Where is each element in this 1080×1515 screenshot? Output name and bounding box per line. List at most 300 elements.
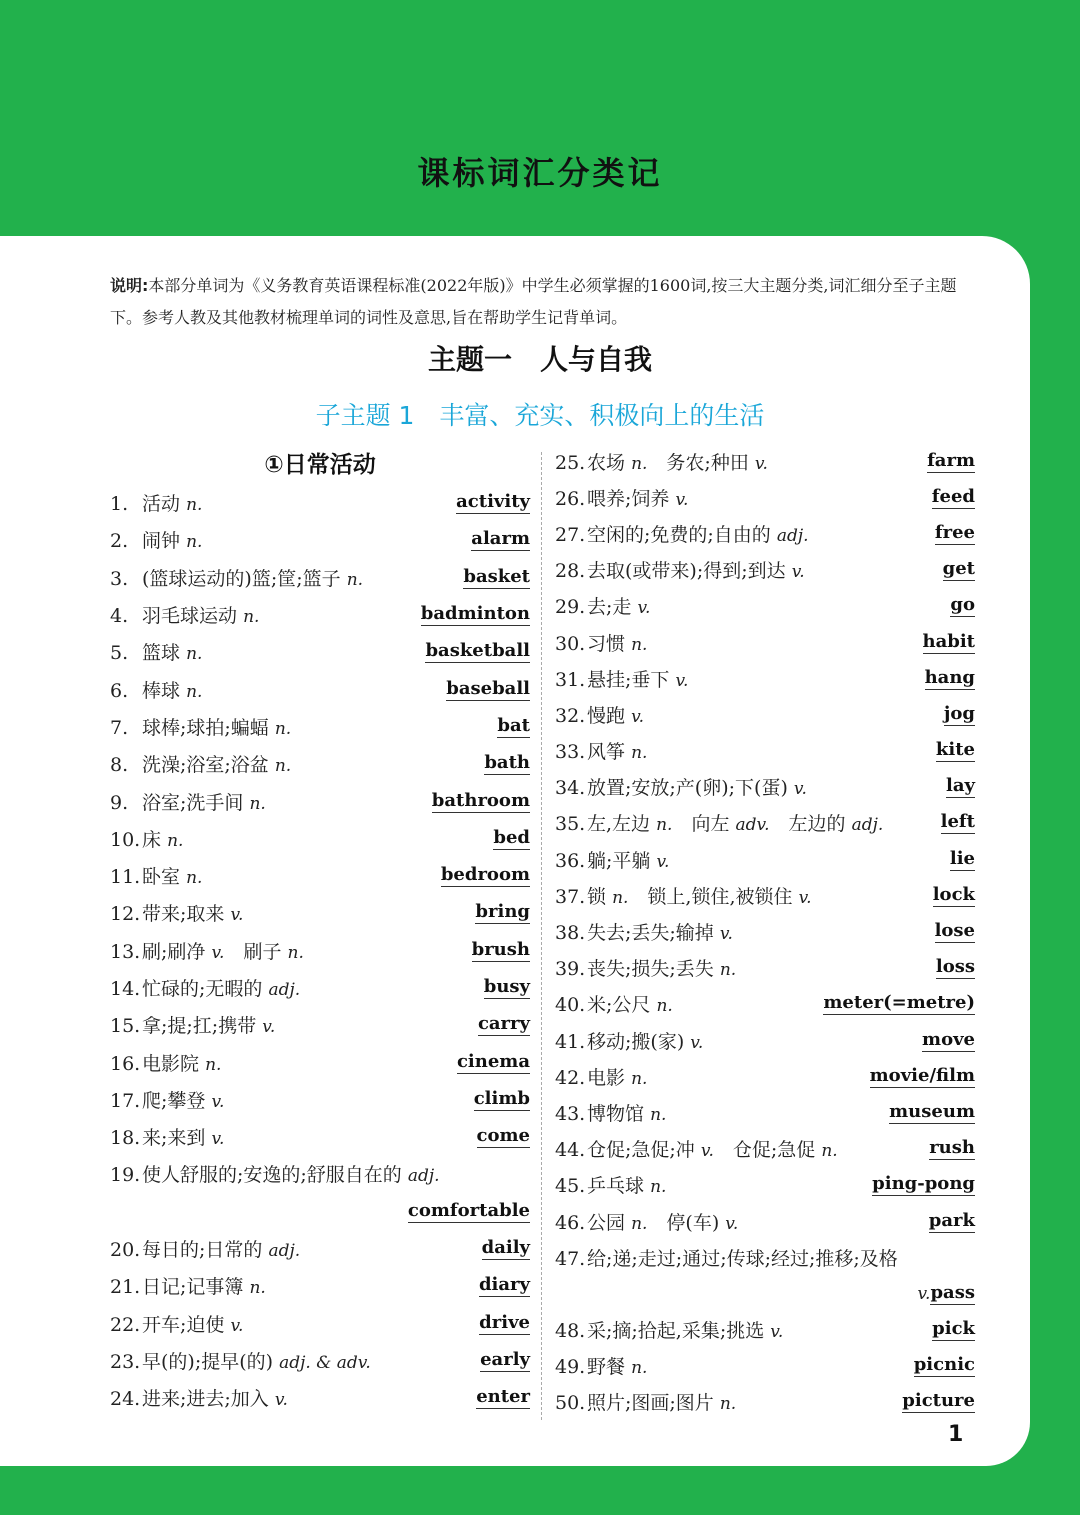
entry-meaning <box>110 526 202 553</box>
entry-chinese: 棒球 <box>142 679 181 702</box>
entry-word: park <box>928 1209 975 1231</box>
entry-meaning <box>555 954 736 981</box>
entry-word: go <box>950 594 975 616</box>
entry-part-of-speech: adj. <box>268 1241 301 1262</box>
entry-word: climb <box>473 1087 530 1109</box>
entry-word: loss <box>935 956 975 978</box>
entry-number: 23. <box>110 1350 141 1373</box>
entry-word: movie/film <box>869 1064 975 1086</box>
entry-number: 14. <box>110 978 141 1000</box>
entry-part-of-speech: n. <box>612 887 629 908</box>
entry-part-of-speech: n. <box>186 495 203 516</box>
entry-word: comfortable <box>407 1199 530 1221</box>
entry-number: 50. <box>555 1392 586 1415</box>
entry-part-of-speech: v. <box>917 1284 931 1305</box>
entry-part-of-speech: n. <box>631 1213 648 1234</box>
vocab-entry <box>555 1275 975 1311</box>
entry-part-of-speech: v. <box>719 924 733 945</box>
vocab-entry <box>555 950 975 986</box>
entry-word: badminton <box>420 603 530 625</box>
entry-meaning <box>555 1352 647 1379</box>
vocab-entry <box>555 877 975 913</box>
entry-word: early <box>480 1348 530 1370</box>
entry-meaning <box>110 1086 224 1113</box>
entry-chinese: 进来;进去;加入 <box>142 1388 269 1411</box>
vocab-entry <box>555 1094 975 1130</box>
entry-chinese: 忙碌的;无暇的 <box>142 978 263 1000</box>
entry-chinese: 给;递;走过;通过;传球;经过;推移;及格 <box>587 1247 898 1270</box>
entry-number: 3. <box>110 567 129 590</box>
entry-meaning <box>555 1135 838 1162</box>
entry-part-of-speech: adj. <box>851 815 884 836</box>
entry-chinese: 锁 <box>587 885 607 908</box>
entry-number: 10. <box>110 828 141 851</box>
entry-part-of-speech: v. <box>675 670 689 691</box>
entry-part-of-speech: n. <box>821 1141 838 1162</box>
entry-part-of-speech: n. <box>249 1278 266 1299</box>
entry-part-of-speech: n. <box>650 1177 667 1198</box>
entry-number: 43. <box>555 1102 586 1125</box>
entry-meaning <box>555 629 647 656</box>
entry-chinese: 丧失;损失;丢失 <box>587 958 714 981</box>
entry-meaning <box>110 638 202 665</box>
entry-word: picture <box>902 1390 975 1412</box>
entry-meaning <box>110 1160 440 1187</box>
entry-meaning <box>110 1347 371 1374</box>
vocab-entry <box>110 745 530 782</box>
vocab-entry <box>110 894 530 931</box>
entry-number: 26. <box>555 487 586 510</box>
entry-part-of-speech: n. <box>205 1054 222 1075</box>
entry-part-of-speech: n. <box>719 1394 737 1415</box>
vocab-entry <box>555 443 975 479</box>
entry-chinese: 采;摘;拾起,采集;挑选 <box>587 1320 765 1343</box>
entry-word: bath <box>484 752 530 774</box>
entry-meaning <box>555 665 688 692</box>
vocab-entry <box>555 1022 975 1058</box>
vocab-entry <box>110 932 530 969</box>
entry-part-of-speech: v. <box>793 779 807 800</box>
entry-number: 20. <box>110 1239 141 1262</box>
entry-meaning <box>555 556 805 583</box>
intro-paragraph <box>110 270 980 334</box>
vocab-entry <box>555 1203 975 1239</box>
entry-meaning <box>555 773 807 800</box>
entry-word: busy <box>483 976 530 997</box>
vocab-entry <box>110 1081 530 1118</box>
entry-chinese: 米;公尺 <box>587 994 651 1017</box>
entry-number: 40. <box>555 994 586 1017</box>
entry-meaning <box>110 974 300 1001</box>
entry-word: lock <box>932 883 975 905</box>
entry-part-of-speech: v. <box>230 905 244 926</box>
vocab-entry <box>555 588 975 624</box>
entry-number: 27. <box>555 523 586 546</box>
entry-word: kite <box>935 739 975 761</box>
entry-part-of-speech: n. <box>167 830 184 851</box>
entry-word: move <box>922 1028 975 1050</box>
entry-word: habit <box>922 630 975 652</box>
entry-word: diary <box>478 1274 530 1296</box>
entry-part-of-speech: v. <box>211 1091 225 1112</box>
entry-chinese: 来;来到 <box>142 1127 206 1150</box>
entry-part-of-speech: n. <box>656 996 673 1017</box>
entry-chinese: 锁上,锁住,被锁住 <box>647 885 793 908</box>
entry-meaning <box>555 1208 738 1235</box>
entry-number: 1. <box>110 493 129 516</box>
entry-word: rush <box>929 1137 975 1159</box>
entry-part-of-speech: n. <box>719 960 737 981</box>
entry-meaning <box>879 1282 930 1304</box>
entry-chinese: (篮球运动的)篮;筐;篮子 <box>142 567 341 590</box>
entry-word: picnic <box>913 1354 975 1376</box>
entry-chinese: 带来;取来 <box>142 903 225 926</box>
entry-chinese: 慢跑 <box>587 704 626 727</box>
entry-part-of-speech: v. <box>656 851 670 872</box>
entry-chinese: 去;走 <box>587 596 632 619</box>
entry-meaning <box>555 1063 647 1090</box>
entry-number: 15. <box>110 1015 141 1038</box>
entry-word: meter(=metre) <box>823 992 975 1014</box>
entry-chinese: 浴室;洗手间 <box>142 791 244 814</box>
entry-word: ping-pong <box>872 1173 975 1195</box>
vocab-entry <box>555 552 975 588</box>
entry-part-of-speech: n. <box>186 532 203 553</box>
entry-meaning <box>555 846 669 873</box>
entry-part-of-speech: n. <box>631 453 648 474</box>
entry-word: jog <box>943 702 975 724</box>
entry-chinese: 公园 <box>587 1211 626 1234</box>
entry-part-of-speech: v. <box>230 1315 244 1336</box>
entry-part-of-speech: v. <box>798 887 812 908</box>
entry-part-of-speech: adv. <box>735 815 770 836</box>
vocab-entry <box>555 515 975 551</box>
entry-word: daily <box>481 1237 530 1259</box>
entry-meaning <box>555 484 688 511</box>
entry-word: feed <box>931 485 975 507</box>
entry-word: activity <box>456 491 530 513</box>
entry-number: 29. <box>555 596 586 619</box>
entry-meaning <box>555 1388 736 1415</box>
vocab-entry <box>555 624 975 660</box>
vocab-entry <box>110 1379 530 1416</box>
vocab-entry <box>110 708 530 745</box>
entry-number: 17. <box>110 1089 141 1112</box>
vocab-entry <box>555 696 975 732</box>
entry-meaning <box>110 899 243 926</box>
entry-meaning <box>555 918 733 945</box>
entry-number: 30. <box>555 632 586 655</box>
entry-chinese: 喂养;饲养 <box>587 487 670 510</box>
entry-word: pick <box>932 1318 975 1340</box>
entry-number: 35. <box>555 813 586 836</box>
entry-meaning <box>110 937 304 964</box>
entry-meaning <box>110 862 202 889</box>
entry-part-of-speech: n. <box>287 942 304 963</box>
entry-word: brush <box>471 938 530 960</box>
intro-text: 本部分单词为《义务教育英语课程标准(2022年版)》中学生必须掌握的1600词,按三大主题分类,词汇细分至子主题下。参考人教及其他教材梳理单词的词性及意思,旨在帮助学生记背单词。 <box>110 276 957 327</box>
vocab-entry <box>555 1384 975 1420</box>
entry-number: 4. <box>110 605 129 628</box>
entry-part-of-speech: v. <box>637 598 651 619</box>
entry-chinese: 卧室 <box>142 866 181 889</box>
vocab-entry <box>110 1043 530 1080</box>
vocab-entry <box>555 660 975 696</box>
entry-part-of-speech: n. <box>274 718 292 739</box>
subtheme-title: 子主题 1 丰富、充实、积极向上的生活 <box>315 401 765 430</box>
entry-meaning <box>110 564 363 591</box>
entry-part-of-speech: v. <box>262 1017 276 1038</box>
entry-chinese: 空闲的;免费的;自由的 <box>587 523 771 546</box>
entry-meaning <box>110 1235 300 1262</box>
entry-part-of-speech: v. <box>690 1032 704 1053</box>
vocab-entry <box>110 1230 530 1267</box>
vocab-entry <box>110 820 530 857</box>
entry-chinese: 仓促;急促 <box>732 1139 816 1162</box>
entry-chinese: 刷;刷净 <box>142 940 206 963</box>
entry-meaning <box>555 882 812 909</box>
entry-number: 45. <box>555 1175 586 1198</box>
entry-chinese: 乒乓球 <box>587 1175 645 1198</box>
vocab-entry <box>555 1131 975 1167</box>
entry-word: lay <box>946 775 975 797</box>
entry-word: carry <box>477 1013 530 1035</box>
entry-chinese: 仓促;急促;冲 <box>587 1139 695 1162</box>
entry-part-of-speech: v. <box>770 1322 784 1343</box>
vocab-entry <box>555 769 975 805</box>
entry-part-of-speech: adj. & adv. <box>279 1352 371 1373</box>
entry-chinese: 早(的);提早(的) <box>142 1350 274 1373</box>
entry-part-of-speech: n. <box>650 1104 667 1125</box>
page-number: 1 <box>948 1422 964 1447</box>
entry-chinese: 移动;搬(家) <box>587 1030 685 1053</box>
vocab-entry <box>110 521 530 558</box>
entry-number: 16. <box>110 1052 141 1075</box>
entry-part-of-speech: n. <box>186 868 203 889</box>
entry-part-of-speech: n. <box>186 681 203 702</box>
entry-chinese: 向左 <box>691 813 730 836</box>
entry-word: museum <box>889 1100 975 1122</box>
entry-meaning <box>555 1171 666 1198</box>
entry-word: lose <box>934 920 975 942</box>
entry-number: 41. <box>555 1030 586 1053</box>
entry-part-of-speech: n. <box>631 1358 648 1379</box>
entry-chinese: 停(车) <box>666 1211 720 1234</box>
vocab-entry <box>110 1342 530 1379</box>
entry-part-of-speech: v. <box>631 706 645 727</box>
entry-word: come <box>476 1125 530 1147</box>
entry-part-of-speech: v. <box>675 489 689 510</box>
vocab-entry <box>110 857 530 894</box>
vocab-entry <box>110 1118 530 1155</box>
entry-number: 11. <box>110 866 141 889</box>
entry-meaning <box>555 1027 703 1054</box>
entry-chinese: 风筝 <box>587 741 626 764</box>
entry-word: hang <box>924 666 975 688</box>
entry-part-of-speech: n. <box>631 743 648 764</box>
entry-word: basketball <box>425 640 530 662</box>
entry-meaning <box>110 713 291 740</box>
entry-part-of-speech: n. <box>249 793 266 814</box>
entry-meaning <box>555 1099 666 1126</box>
entry-number: 37. <box>555 885 586 908</box>
entry-word: drive <box>479 1311 530 1333</box>
entry-number: 25. <box>555 451 586 474</box>
entry-number: 9. <box>110 791 129 814</box>
entry-number: 24. <box>110 1388 141 1411</box>
vocab-entry <box>110 1305 530 1342</box>
vocab-entry <box>110 782 530 819</box>
vocab-column-left <box>110 484 530 1416</box>
entry-chinese: 电影院 <box>142 1052 200 1075</box>
entry-word: basket <box>463 565 530 587</box>
entry-word: left <box>940 811 975 833</box>
entry-number: 19. <box>110 1164 141 1187</box>
entry-meaning <box>110 601 259 628</box>
entry-part-of-speech: adj. <box>776 525 809 546</box>
entry-part-of-speech: n. <box>631 1068 648 1089</box>
entry-number: 2. <box>110 530 129 553</box>
entry-meaning <box>110 788 266 815</box>
entry-number: 21. <box>110 1276 141 1299</box>
entry-word: bathroom <box>431 789 530 811</box>
entry-chinese: 电影 <box>587 1066 626 1089</box>
entry-meaning <box>555 520 809 547</box>
entry-number: 38. <box>555 922 586 945</box>
entry-chinese: 每日的;日常的 <box>142 1239 263 1262</box>
vocab-entry <box>555 1239 975 1275</box>
entry-number: 18. <box>110 1127 141 1150</box>
entry-chinese: 躺;平躺 <box>587 849 651 872</box>
section-title: ①日常活动 <box>264 452 376 478</box>
entry-chinese: 去取(或带来);得到;到达 <box>587 560 786 583</box>
vocab-entry <box>555 479 975 515</box>
vocab-entry <box>110 1267 530 1304</box>
entry-part-of-speech: n. <box>243 607 260 628</box>
entry-meaning <box>110 1310 243 1337</box>
entry-meaning <box>110 676 202 703</box>
entry-word: cinema <box>456 1050 530 1072</box>
entry-meaning <box>555 1316 783 1343</box>
entry-meaning <box>110 1011 275 1038</box>
entry-meaning <box>555 737 647 764</box>
entry-part-of-speech: v. <box>754 453 768 474</box>
entry-number: 48. <box>555 1320 586 1343</box>
entry-part-of-speech: adj. <box>268 980 301 1000</box>
entry-meaning <box>555 1244 898 1271</box>
entry-chinese: 务农;种田 <box>666 451 749 474</box>
entry-meaning <box>110 1384 288 1411</box>
entry-number: 22. <box>110 1313 141 1336</box>
entry-word: lie <box>949 847 975 869</box>
entry-word: enter <box>476 1386 530 1408</box>
entry-number: 44. <box>555 1139 586 1162</box>
vocab-entry <box>110 633 530 670</box>
entry-word: pass <box>930 1281 975 1303</box>
entry-chinese: 左,左边 <box>587 813 651 836</box>
entry-chinese: 刷子 <box>243 940 282 963</box>
entry-part-of-speech: n. <box>274 756 292 777</box>
entry-part-of-speech: v. <box>274 1390 288 1411</box>
entry-meaning <box>110 1049 221 1076</box>
entry-meaning <box>110 489 202 516</box>
vocab-entry <box>555 1312 975 1348</box>
vocab-entry <box>555 1348 975 1384</box>
entry-word: farm <box>927 449 975 471</box>
vocab-entry <box>555 1167 975 1203</box>
entry-number: 34. <box>555 777 586 800</box>
entry-part-of-speech: adj. <box>407 1166 440 1187</box>
vocab-entry <box>555 733 975 769</box>
column-divider <box>541 452 542 1420</box>
vocab-entry <box>555 805 975 841</box>
vocab-entry <box>110 559 530 596</box>
entry-number: 7. <box>110 716 129 739</box>
vocab-entry <box>555 841 975 877</box>
vocab-entry <box>110 969 530 1006</box>
entry-word: bedroom <box>440 864 530 886</box>
theme-title: 主题一 人与自我 <box>427 343 652 376</box>
entry-word: free <box>934 521 975 543</box>
vocab-entry <box>110 670 530 707</box>
entry-chinese: 拿;提;扛;携带 <box>142 1015 257 1038</box>
entry-chinese: 闹钟 <box>142 530 181 553</box>
vocab-entry <box>110 1193 530 1230</box>
entry-number: 33. <box>555 741 586 764</box>
entry-part-of-speech: n. <box>656 815 673 836</box>
entry-number: 46. <box>555 1211 586 1234</box>
vocab-entry <box>110 596 530 633</box>
entry-number: 8. <box>110 754 129 777</box>
entry-chinese: 使人舒服的;安逸的;舒服自在的 <box>142 1164 402 1187</box>
entry-part-of-speech: v. <box>791 562 805 583</box>
entry-number: 36. <box>555 849 586 872</box>
entry-chinese: 爬;攀登 <box>142 1089 206 1112</box>
entry-chinese: 野餐 <box>587 1356 626 1379</box>
entry-number: 32. <box>555 704 586 727</box>
entry-meaning <box>555 701 644 728</box>
vocab-entry <box>110 484 530 521</box>
entry-number: 39. <box>555 958 586 981</box>
entry-part-of-speech: n. <box>186 644 203 665</box>
entry-number: 31. <box>555 668 586 691</box>
entry-part-of-speech: v. <box>700 1141 714 1162</box>
vocab-entry <box>555 913 975 949</box>
entry-meaning <box>110 1123 224 1150</box>
entry-number: 28. <box>555 560 586 583</box>
entry-chinese: 球棒;球拍;蝙蝠 <box>142 716 269 739</box>
entry-number: 13. <box>110 940 141 963</box>
entry-meaning <box>110 1272 266 1299</box>
entry-chinese: 羽毛球运动 <box>142 605 238 628</box>
entry-chinese: 开车;迫使 <box>142 1313 225 1336</box>
entry-meaning <box>110 825 183 852</box>
vocab-entry <box>555 986 975 1022</box>
entry-meaning <box>555 809 883 836</box>
intro-label: 说明: <box>110 276 149 295</box>
vocab-entry <box>110 1006 530 1043</box>
entry-word: bring <box>475 901 530 923</box>
entry-chinese: 活动 <box>142 493 181 516</box>
entry-number: 5. <box>110 642 129 665</box>
entry-chinese: 日记;记事簿 <box>142 1276 244 1299</box>
entry-meaning <box>555 592 650 619</box>
entry-chinese: 农场 <box>587 451 626 474</box>
vocab-column-right <box>555 443 975 1420</box>
entry-chinese: 照片;图画;图片 <box>587 1392 714 1415</box>
entry-meaning <box>110 750 291 777</box>
entry-number: 42. <box>555 1066 586 1089</box>
